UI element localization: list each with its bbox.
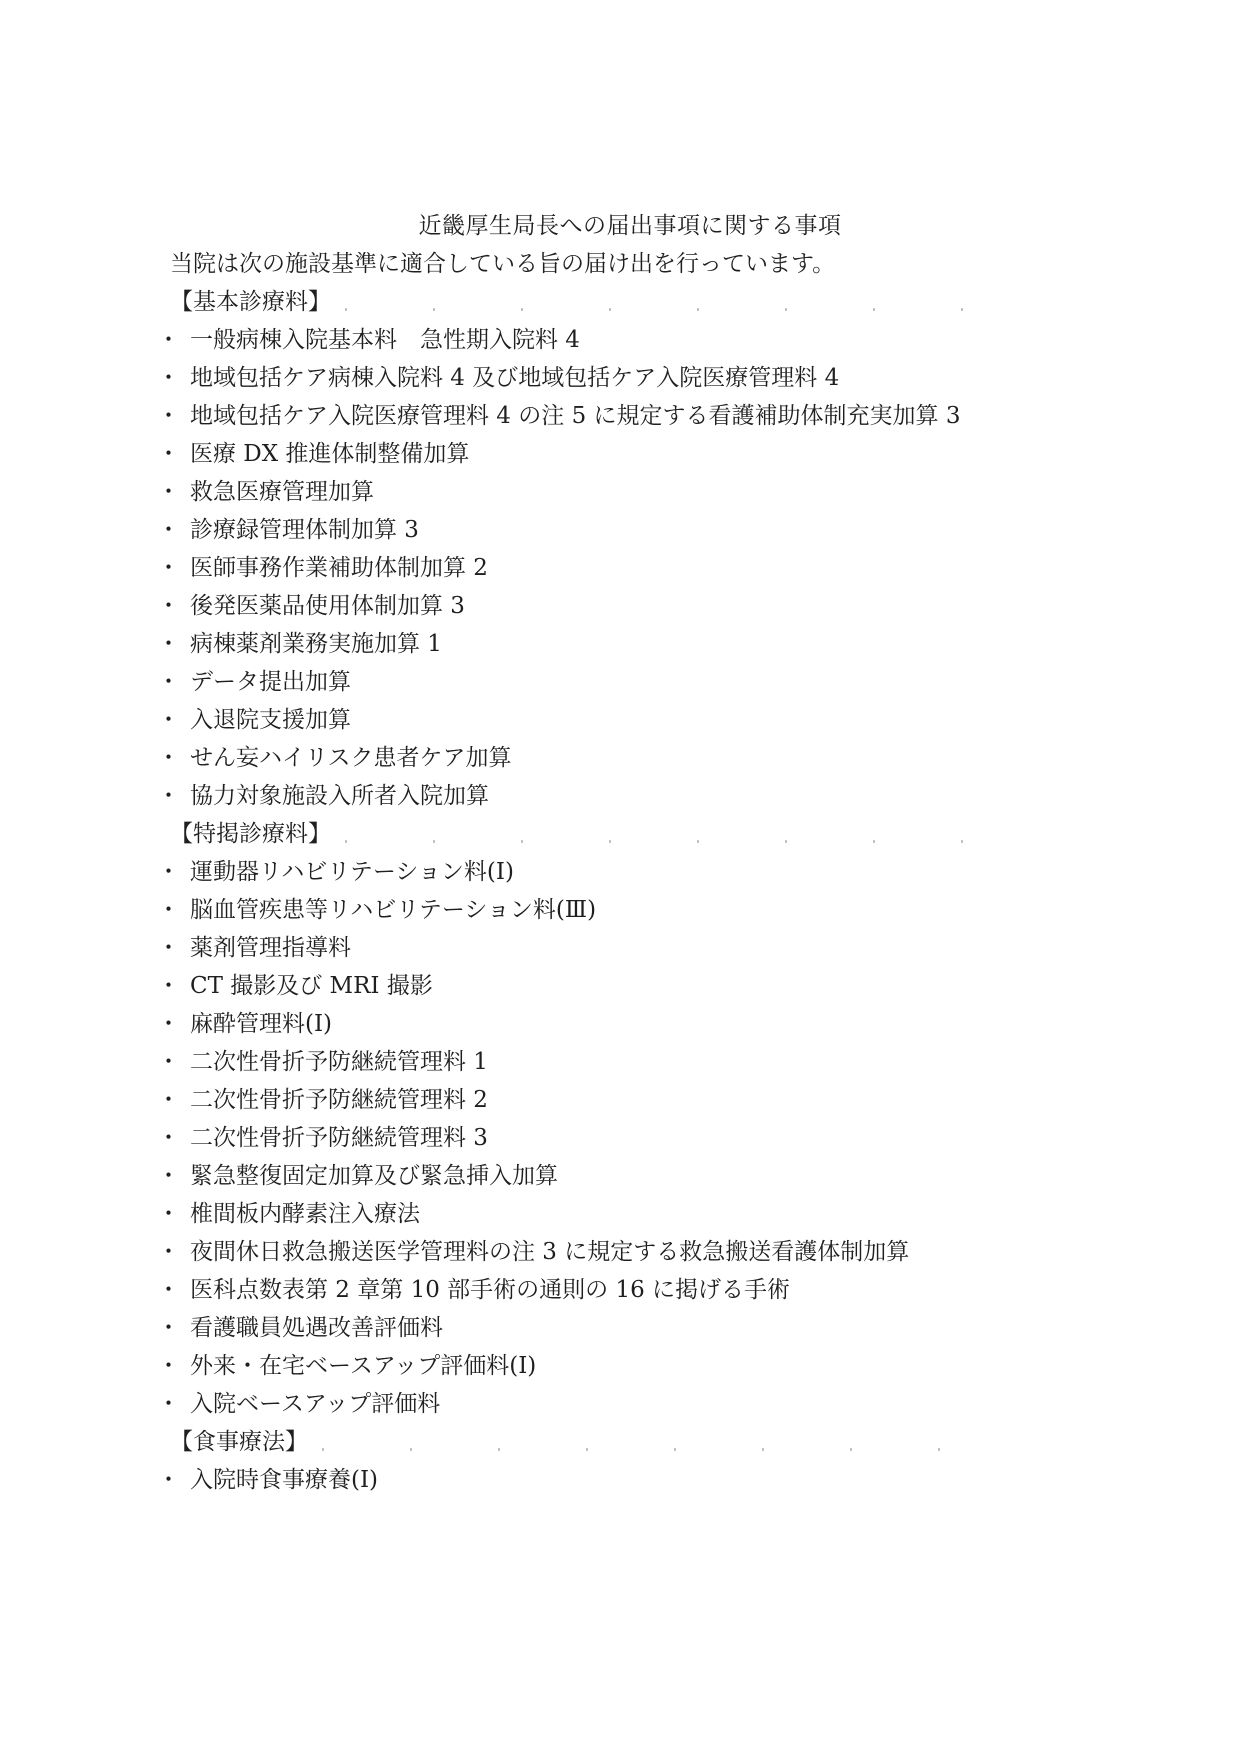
item-bullet: ・ <box>157 668 180 695</box>
item-bullet: ・ <box>157 1010 180 1037</box>
title-row <box>170 204 1110 242</box>
item-text: 夜間休日救急搬送医学管理料の注 3 に規定する救急搬送看護体制加算 <box>190 1238 910 1265</box>
item-bullet: ・ <box>157 440 180 467</box>
item-bullet: ・ <box>157 1124 180 1151</box>
list-item <box>157 508 1110 546</box>
dotted-leader <box>345 308 965 311</box>
list-item <box>157 1268 1110 1306</box>
item-text: 一般病棟入院基本料 急性期入院料 4 <box>190 326 580 353</box>
item-bullet: ・ <box>157 478 180 505</box>
page-title: 近畿厚生局長への届出事項に関する事項 <box>418 212 842 239</box>
list-item <box>157 698 1110 736</box>
list-item <box>157 356 1110 394</box>
list-item <box>157 1040 1110 1078</box>
item-bullet: ・ <box>157 706 180 733</box>
section-heading-text: 【基本診療料】 <box>170 288 331 315</box>
item-text: 病棟薬剤業務実施加算 1 <box>190 630 442 657</box>
item-text: データ提出加算 <box>190 668 351 695</box>
list-item <box>157 584 1110 622</box>
item-bullet: ・ <box>157 1238 180 1265</box>
item-text: 後発医薬品使用体制加算 3 <box>190 592 465 619</box>
item-bullet: ・ <box>157 1390 180 1417</box>
document-content <box>157 204 1110 1496</box>
item-text: 椎間板内酵素注入療法 <box>190 1200 420 1227</box>
list-item <box>157 1192 1110 1230</box>
item-bullet: ・ <box>157 972 180 999</box>
item-bullet: ・ <box>157 516 180 543</box>
intro-text: 当院は次の施設基準に適合している旨の届け出を行っています。 <box>170 250 836 277</box>
item-text: CT 撮影及び MRI 撮影 <box>190 972 433 999</box>
item-bullet: ・ <box>157 402 180 429</box>
item-text: 入退院支援加算 <box>190 706 351 733</box>
item-text: 看護職員処遇改善評価料 <box>190 1314 443 1341</box>
list-item <box>157 1344 1110 1382</box>
list-item <box>157 1078 1110 1116</box>
item-text: 二次性骨折予防継続管理料 3 <box>190 1124 488 1151</box>
item-text: 協力対象施設入所者入院加算 <box>190 782 489 809</box>
list-item <box>157 736 1110 774</box>
item-text: 診療録管理体制加算 3 <box>190 516 419 543</box>
item-bullet: ・ <box>157 1048 180 1075</box>
item-bullet: ・ <box>157 744 180 771</box>
list-item <box>157 1002 1110 1040</box>
dotted-leader <box>345 840 965 843</box>
item-bullet: ・ <box>157 782 180 809</box>
section-heading-basic <box>170 280 1110 318</box>
item-bullet: ・ <box>157 1466 180 1493</box>
item-text: 地域包括ケア入院医療管理料 4 の注 5 に規定する看護補助体制充実加算 3 <box>190 402 961 429</box>
list-item <box>157 1154 1110 1192</box>
list-item <box>157 470 1110 508</box>
item-text: 救急医療管理加算 <box>190 478 374 505</box>
item-text: 運動器リハビリテーション料(Ⅰ) <box>190 858 514 885</box>
item-text: 緊急整復固定加算及び緊急挿入加算 <box>190 1162 558 1189</box>
list-item <box>157 660 1110 698</box>
item-text: 医師事務作業補助体制加算 2 <box>190 554 488 581</box>
item-bullet: ・ <box>157 630 180 657</box>
section-heading-meal <box>170 1420 1110 1458</box>
section-heading-text: 【食事療法】 <box>170 1428 308 1455</box>
section-heading-special <box>170 812 1110 850</box>
list-item <box>157 394 1110 432</box>
section-heading-text: 【特掲診療料】 <box>170 820 331 847</box>
list-item <box>157 318 1110 356</box>
item-bullet: ・ <box>157 326 180 353</box>
list-item <box>157 622 1110 660</box>
item-bullet: ・ <box>157 1162 180 1189</box>
list-item <box>157 1230 1110 1268</box>
item-text: 外来・在宅ベースアップ評価料(Ⅰ) <box>190 1352 537 1379</box>
item-bullet: ・ <box>157 554 180 581</box>
item-text: 薬剤管理指導料 <box>190 934 351 961</box>
item-text: 二次性骨折予防継続管理料 1 <box>190 1048 488 1075</box>
list-item <box>157 1382 1110 1420</box>
item-bullet: ・ <box>157 1314 180 1341</box>
item-bullet: ・ <box>157 592 180 619</box>
list-item <box>157 850 1110 888</box>
list-item <box>157 774 1110 812</box>
item-text: 麻酔管理料(Ⅰ) <box>190 1010 333 1037</box>
dotted-leader <box>322 1448 965 1451</box>
intro-row <box>170 242 1110 280</box>
list-item <box>157 1116 1110 1154</box>
item-bullet: ・ <box>157 364 180 391</box>
item-text: 入院時食事療養(Ⅰ) <box>190 1466 379 1493</box>
item-text: 医療 DX 推進体制整備加算 <box>190 440 470 467</box>
list-item <box>157 1306 1110 1344</box>
item-bullet: ・ <box>157 1200 180 1227</box>
item-bullet: ・ <box>157 1086 180 1113</box>
list-item <box>157 546 1110 584</box>
list-item <box>157 1458 1110 1496</box>
item-text: せん妄ハイリスク患者ケア加算 <box>190 744 512 771</box>
list-item <box>157 926 1110 964</box>
item-bullet: ・ <box>157 896 180 923</box>
list-item <box>157 964 1110 1002</box>
item-text: 二次性骨折予防継続管理料 2 <box>190 1086 488 1113</box>
item-bullet: ・ <box>157 934 180 961</box>
item-bullet: ・ <box>157 1276 180 1303</box>
list-item <box>157 888 1110 926</box>
item-bullet: ・ <box>157 858 180 885</box>
item-text: 医科点数表第 2 章第 10 部手術の通則の 16 に掲げる手術 <box>190 1276 791 1303</box>
item-bullet: ・ <box>157 1352 180 1379</box>
item-text: 脳血管疾患等リハビリテーション料(Ⅲ) <box>190 896 597 923</box>
item-text: 入院ベースアップ評価料 <box>190 1390 441 1417</box>
list-item <box>157 432 1110 470</box>
item-text: 地域包括ケア病棟入院料 4 及び地域包括ケア入院医療管理料 4 <box>190 364 840 391</box>
